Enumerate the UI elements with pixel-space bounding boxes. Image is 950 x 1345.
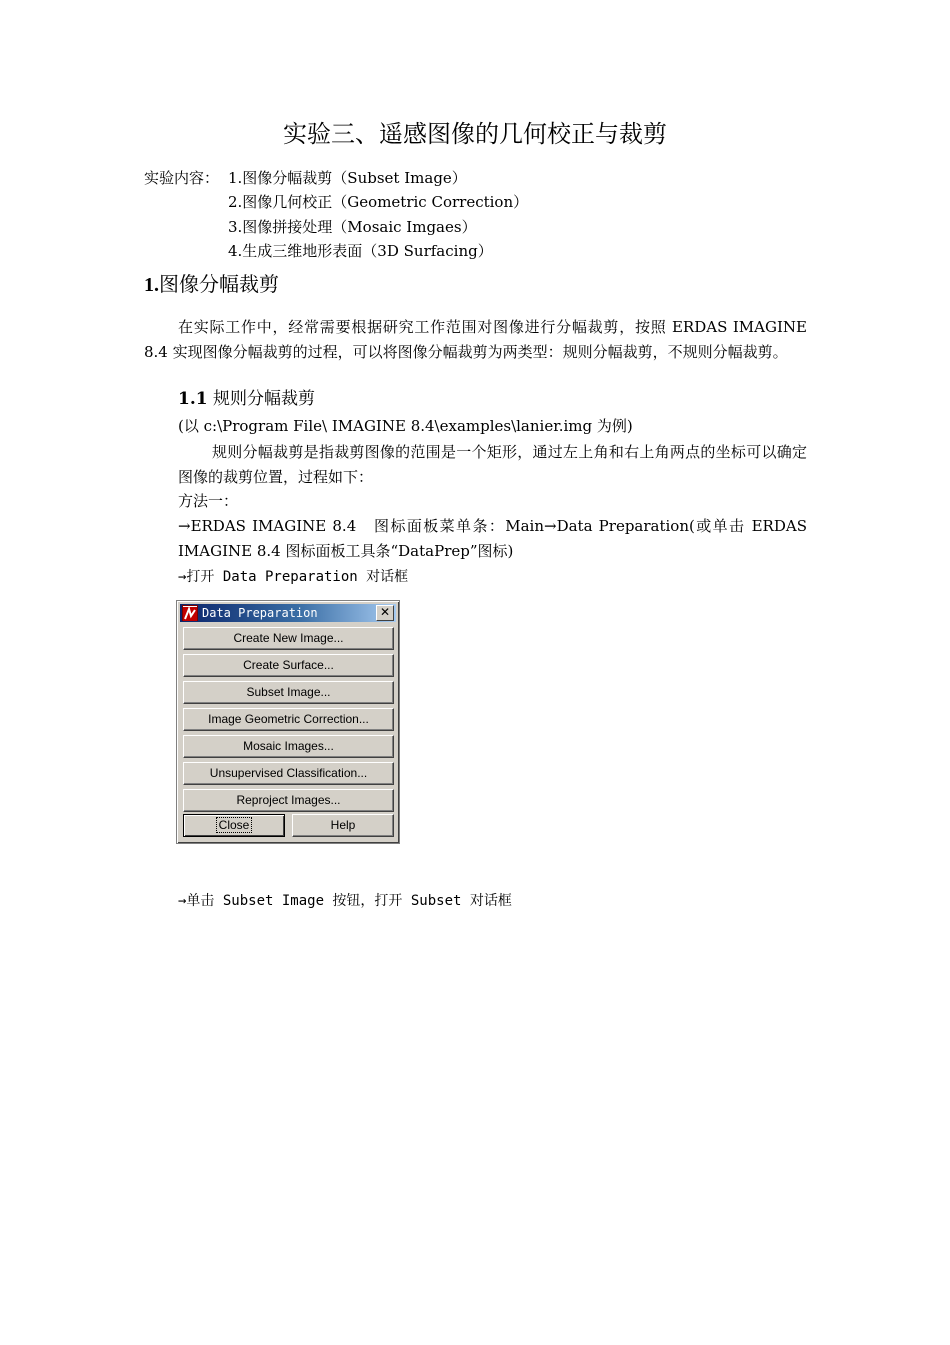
close-button-label: Close [218,818,250,832]
image-geometric-correction-button[interactable]: Image Geometric Correction... [183,708,394,731]
unsupervised-classification-button[interactable]: Unsupervised Classification... [183,762,394,785]
contents-label: 实验内容： [144,169,220,187]
data-preparation-dialog [176,600,400,844]
close-button[interactable] [183,814,285,837]
dialog-titlebar [180,604,396,622]
reproject-images-button[interactable]: Reproject Images... [183,789,394,812]
erdas-app-icon [182,605,198,621]
section-1-number: 1. [144,274,159,296]
create-surface-button[interactable]: Create Surface... [183,654,394,677]
section-1-title: 图像分幅裁剪 [159,272,279,296]
method-one-label: 方法一： [178,492,239,510]
subset-description: 规则分幅裁剪是指裁剪图像的范围是一个矩形，通过左上角和右上角两点的坐标可以确定图像的裁剪位置，过程如下： [178,443,807,486]
section-1-heading [144,270,279,299]
step-click-subset: →单击 Subset Image 按钮，打开 Subset 对话框 [178,893,512,909]
contents-item-3: 3.图像拼接处理（Mosaic Imgaes） [228,218,477,236]
section-1-1-title: 规则分幅裁剪 [207,389,315,409]
section-1-intro: 在实际工作中，经常需要根据研究工作范围对图像进行分幅裁剪，按照 ERDAS IMAGINE 8.4 实现图像分幅裁剪的过程，可以将图像分幅裁剪为两类型：规则分幅裁剪，不规则分幅裁剪。 [144,318,807,361]
subset-image-button[interactable]: Subset Image... [183,681,394,704]
mosaic-images-button[interactable]: Mosaic Images... [183,735,394,758]
example-path: (以 c:\Program File\ IMAGINE 8.4\examples\lanier.img 为例) [178,417,633,435]
document-title: 实验三、遥感图像的几何校正与裁剪 [283,120,667,148]
help-button[interactable]: Help [292,814,394,837]
step-open-dialog: →打开 Data Preparation 对话框 [178,569,409,585]
contents-item-2: 2.图像几何校正（Geometric Correction） [228,193,529,211]
dialog-close-icon[interactable]: ✕ [376,605,394,621]
contents-item-1: 1.图像分幅裁剪（Subset Image） [228,169,467,187]
section-1-1-number: 1.1 [178,389,208,409]
step-open-menu: →ERDAS IMAGINE 8.4 图标面板菜单条：Main→Data Preparation(或单击 ERDAS IMAGINE 8.4 图标面板工具条“DataPrep”图标) [178,517,807,560]
create-new-image-button[interactable]: Create New Image... [183,627,394,650]
section-1-1-heading [178,387,315,411]
contents-item-4: 4.生成三维地形表面（3D Surfacing） [228,242,493,260]
dialog-title: Data Preparation [202,606,318,620]
